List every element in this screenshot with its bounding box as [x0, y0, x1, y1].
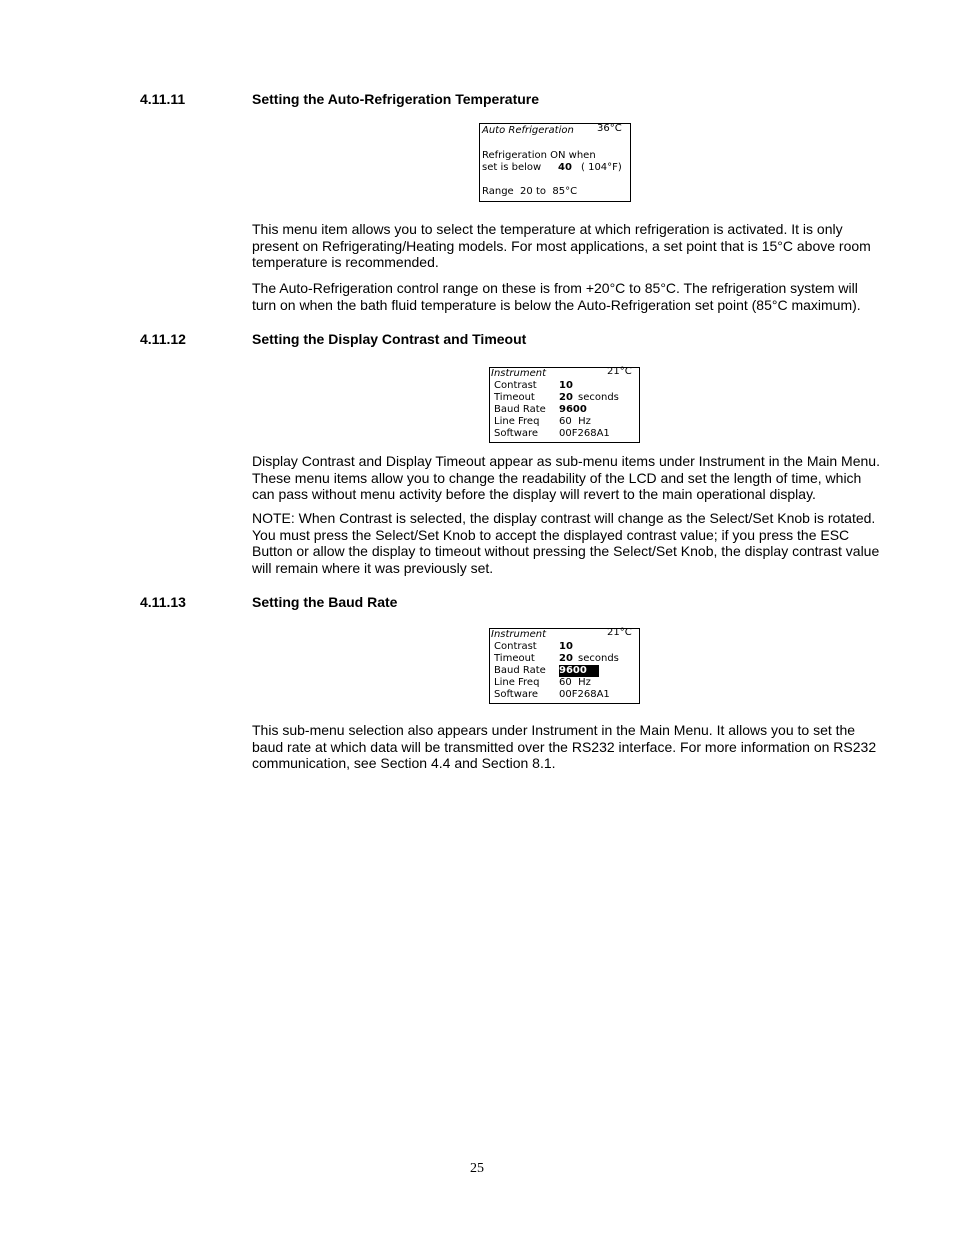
lcd-label: Timeout	[494, 653, 535, 664]
lcd-contrast-value: 10	[559, 641, 573, 652]
lcd-label: Timeout	[494, 392, 535, 403]
lcd-title: Auto Refrigeration	[482, 125, 574, 136]
lcd-instrument-contrast	[489, 367, 640, 443]
lcd-label: Software	[494, 689, 539, 700]
lcd-line-freq-value: 60 Hz	[559, 677, 591, 688]
lcd-auto-refrigeration	[479, 123, 631, 202]
lcd-label: Contrast	[494, 380, 537, 391]
lcd-setpoint-value: 40	[558, 162, 572, 173]
lcd-baud-value-highlighted: 9600	[559, 665, 599, 677]
lcd-label: Baud Rate	[494, 404, 546, 415]
page-number: 25	[470, 1161, 484, 1176]
lcd-title: Instrument	[491, 368, 547, 379]
lcd-temperature: 21°C	[607, 627, 632, 638]
paragraph: This sub-menu selection also appears under Instrument in the Main Menu. It allows you to set the baud rate at which data will be transmitted over the RS232 interface. For more information on RS232 communication, see Section 4.4 and Section 8.1.	[252, 722, 877, 771]
lcd-setpoint-fahrenheit: ( 104°F)	[581, 162, 622, 173]
lcd-label: Software	[494, 428, 539, 439]
section-number: 4.11.13	[140, 594, 186, 610]
section-title: Setting the Display Contrast and Timeout	[252, 331, 527, 347]
lcd-line-freq-value: 60 Hz	[559, 416, 591, 427]
lcd-timeout-value: 20	[559, 392, 573, 403]
lcd-label: Line Freq	[494, 677, 540, 688]
lcd-label: Line Freq	[494, 416, 540, 427]
lcd-range: Range 20 to 85°C	[482, 186, 578, 197]
lcd-timeout-unit: seconds	[578, 653, 619, 664]
lcd-baud-value: 9600	[559, 404, 587, 415]
lcd-line: Refrigeration ON when	[482, 150, 596, 161]
lcd-instrument-baud	[489, 628, 640, 704]
section-title: Setting the Auto-Refrigeration Temperature	[252, 91, 540, 107]
lcd-timeout-value: 20	[559, 653, 573, 664]
section-number: 4.11.12	[140, 331, 186, 347]
lcd-label: set is below	[482, 162, 542, 173]
lcd-timeout-unit: seconds	[578, 392, 619, 403]
lcd-temperature: 36°C	[597, 123, 622, 134]
lcd-temperature: 21°C	[607, 366, 632, 377]
lcd-software-value: 00F268A1	[559, 689, 610, 700]
section-number: 4.11.11	[140, 91, 186, 107]
lcd-contrast-value: 10	[559, 380, 573, 391]
lcd-label: Baud Rate	[494, 665, 546, 676]
paragraph: NOTE: When Contrast is selected, the display contrast will change as the Select/Set Knob is rotated. You must press the Select/Set Knob to accept the displayed contrast value; if you press the ESC Button or allow the display to timeout without pressing the Select/Set Knob, the display contrast value will remain where it was previously set.	[252, 510, 880, 576]
paragraph: This menu item allows you to select the temperature at which refrigeration is activated. It is only present on Refrigerating/Heating models. For most applications, a set point that is 15°C above room temperature is recommended.	[252, 221, 871, 270]
paragraph: Display Contrast and Display Timeout appear as sub-menu items under Instrument in the Main Menu. These menu items allow you to change the readability of the LCD and set the length of time, which can pass without menu activity before the display will revert to the main operational display.	[252, 453, 880, 502]
lcd-software-value: 00F268A1	[559, 428, 610, 439]
lcd-label: Contrast	[494, 641, 537, 652]
section-title: Setting the Baud Rate	[252, 594, 398, 610]
lcd-title: Instrument	[491, 629, 547, 640]
paragraph: The Auto-Refrigeration control range on these is from +20°C to 85°C. The refrigeration system will turn on when the bath fluid temperature is below the Auto-Refrigeration set point (85°C maximum).	[252, 280, 861, 313]
